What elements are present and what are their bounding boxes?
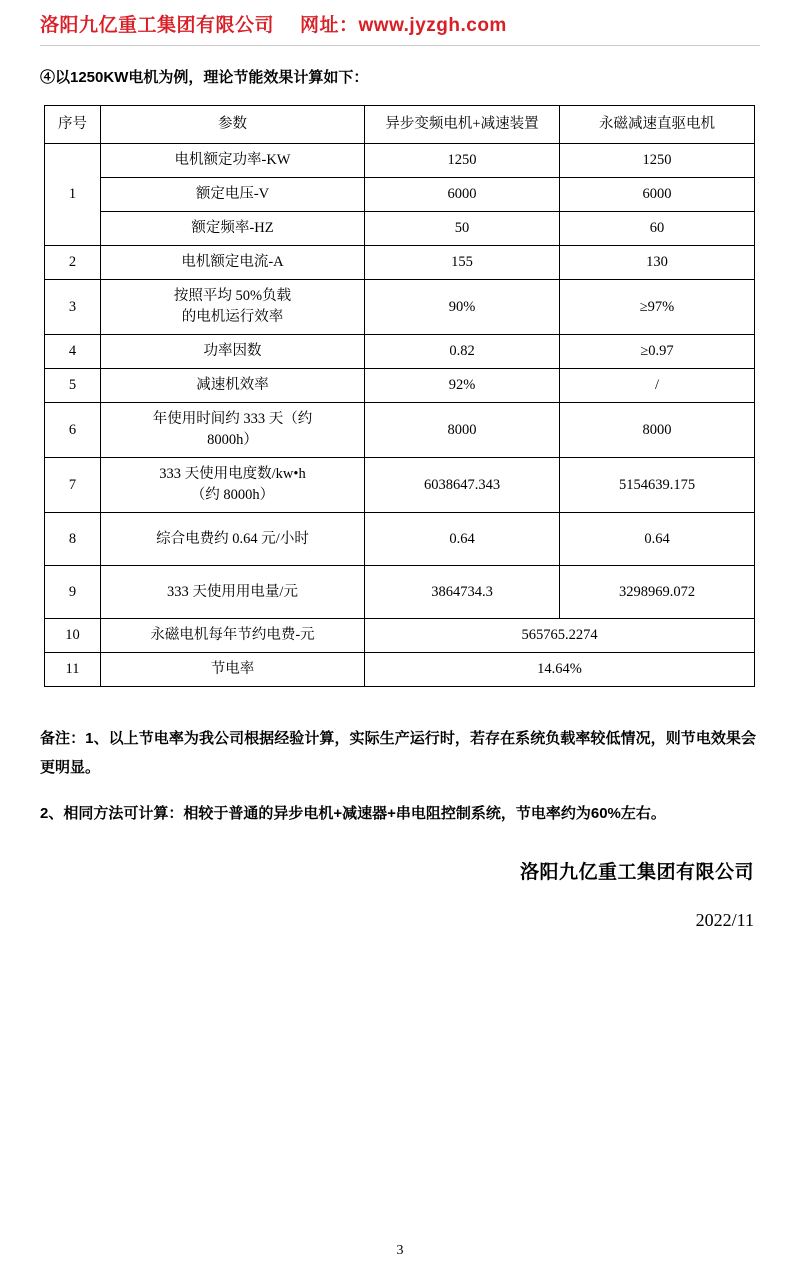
cell-no: 9 bbox=[45, 566, 101, 619]
table-row bbox=[45, 144, 755, 178]
table-row bbox=[45, 369, 755, 403]
cell-pm: / bbox=[560, 369, 755, 403]
cell-no: 10 bbox=[45, 619, 101, 653]
cell-param bbox=[101, 280, 365, 335]
cell-async: 8000 bbox=[365, 403, 560, 458]
col-header-param: 参数 bbox=[101, 106, 365, 144]
table-row bbox=[45, 178, 755, 212]
cell-param: 功率因数 bbox=[101, 335, 365, 369]
cell-param-line2: 的电机运行效率 bbox=[181, 309, 284, 326]
cell-no: 5 bbox=[45, 369, 101, 403]
header-divider bbox=[40, 45, 760, 46]
cell-pm: 6000 bbox=[560, 178, 755, 212]
cell-async: 92% bbox=[365, 369, 560, 403]
cell-pm: 60 bbox=[560, 212, 755, 246]
cell-param-line1: 333 天使用电度数/kw•h bbox=[159, 466, 306, 483]
cell-param-line1: 按照平均 50%负载 bbox=[173, 288, 292, 305]
cell-param: 额定电压-V bbox=[101, 178, 365, 212]
cell-no: 4 bbox=[45, 335, 101, 369]
cell-param: 333 天使用用电量/元 bbox=[101, 566, 365, 619]
cell-param-line2: （约 8000h） bbox=[190, 487, 275, 504]
cell-no: 7 bbox=[45, 458, 101, 513]
cell-pm: 0.64 bbox=[560, 513, 755, 566]
table-row bbox=[45, 335, 755, 369]
note-2: 2、相同方法可计算：相较于普通的异步电机+减速器+串电阻控制系统，节电率约为60%左右。 bbox=[40, 805, 666, 823]
table-row bbox=[45, 458, 755, 513]
note-1: 备注：1、以上节电率为我公司根据经验计算，实际生产运行时，若存在系统负载率较低情况，则节电效果会更明显。 bbox=[40, 730, 756, 776]
cell-merged-value: 14.64% bbox=[365, 653, 755, 687]
cell-async: 90% bbox=[365, 280, 560, 335]
page-number: 3 bbox=[396, 1243, 404, 1258]
table-row bbox=[45, 246, 755, 280]
col-header-no: 序号 bbox=[45, 106, 101, 144]
cell-param: 电机额定电流-A bbox=[101, 246, 365, 280]
cell-pm: ≥97% bbox=[560, 280, 755, 335]
cell-pm: 130 bbox=[560, 246, 755, 280]
table-row bbox=[45, 212, 755, 246]
cell-no: 1 bbox=[45, 144, 101, 246]
cell-merged-value: 565765.2274 bbox=[365, 619, 755, 653]
cell-pm: 1250 bbox=[560, 144, 755, 178]
table-row bbox=[45, 280, 755, 335]
cell-param: 节电率 bbox=[101, 653, 365, 687]
energy-saving-table bbox=[44, 105, 755, 687]
cell-no: 3 bbox=[45, 280, 101, 335]
cell-param bbox=[101, 458, 365, 513]
cell-no: 8 bbox=[45, 513, 101, 566]
cell-async: 155 bbox=[365, 246, 560, 280]
signature-company: 洛阳九亿重工集团有限公司 bbox=[519, 861, 754, 883]
cell-param bbox=[101, 403, 365, 458]
cell-async: 0.82 bbox=[365, 335, 560, 369]
cell-pm: 3298969.072 bbox=[560, 566, 755, 619]
cell-pm: 8000 bbox=[560, 403, 755, 458]
cell-async: 1250 bbox=[365, 144, 560, 178]
header-company-name: 洛阳九亿重工集团有限公司 bbox=[40, 15, 275, 36]
cell-param: 永磁电机每年节约电费-元 bbox=[101, 619, 365, 653]
signature-date: 2022/11 bbox=[695, 909, 754, 930]
cell-pm: 5154639.175 bbox=[560, 458, 755, 513]
cell-async: 50 bbox=[365, 212, 560, 246]
cell-param: 减速机效率 bbox=[101, 369, 365, 403]
notes-section bbox=[40, 725, 756, 829]
cell-no: 6 bbox=[45, 403, 101, 458]
page-header bbox=[40, 0, 760, 37]
table-row bbox=[45, 653, 755, 687]
cell-param: 额定频率-HZ bbox=[101, 212, 365, 246]
table-row bbox=[45, 566, 755, 619]
cell-async: 3864734.3 bbox=[365, 566, 560, 619]
cell-async: 6000 bbox=[365, 178, 560, 212]
intro-paragraph: ④以1250KW电机为例，理论节能效果计算如下： bbox=[40, 69, 369, 86]
table-row bbox=[45, 619, 755, 653]
table-header-row bbox=[45, 106, 755, 144]
cell-pm: ≥0.97 bbox=[560, 335, 755, 369]
cell-no: 2 bbox=[45, 246, 101, 280]
col-header-async: 异步变频电机+减速装置 bbox=[365, 106, 560, 144]
table-row bbox=[45, 403, 755, 458]
cell-async: 6038647.343 bbox=[365, 458, 560, 513]
cell-param: 电机额定功率-KW bbox=[101, 144, 365, 178]
cell-param-line1: 年使用时间约 333 天（约 bbox=[152, 411, 313, 428]
cell-async: 0.64 bbox=[365, 513, 560, 566]
col-header-pm: 永磁减速直驱电机 bbox=[560, 106, 755, 144]
cell-param-line2: 8000h） bbox=[207, 432, 258, 449]
header-website: 网址：www.jyzgh.com bbox=[300, 15, 507, 36]
table-row bbox=[45, 513, 755, 566]
cell-param: 综合电费约 0.64 元/小时 bbox=[101, 513, 365, 566]
cell-no: 11 bbox=[45, 653, 101, 687]
